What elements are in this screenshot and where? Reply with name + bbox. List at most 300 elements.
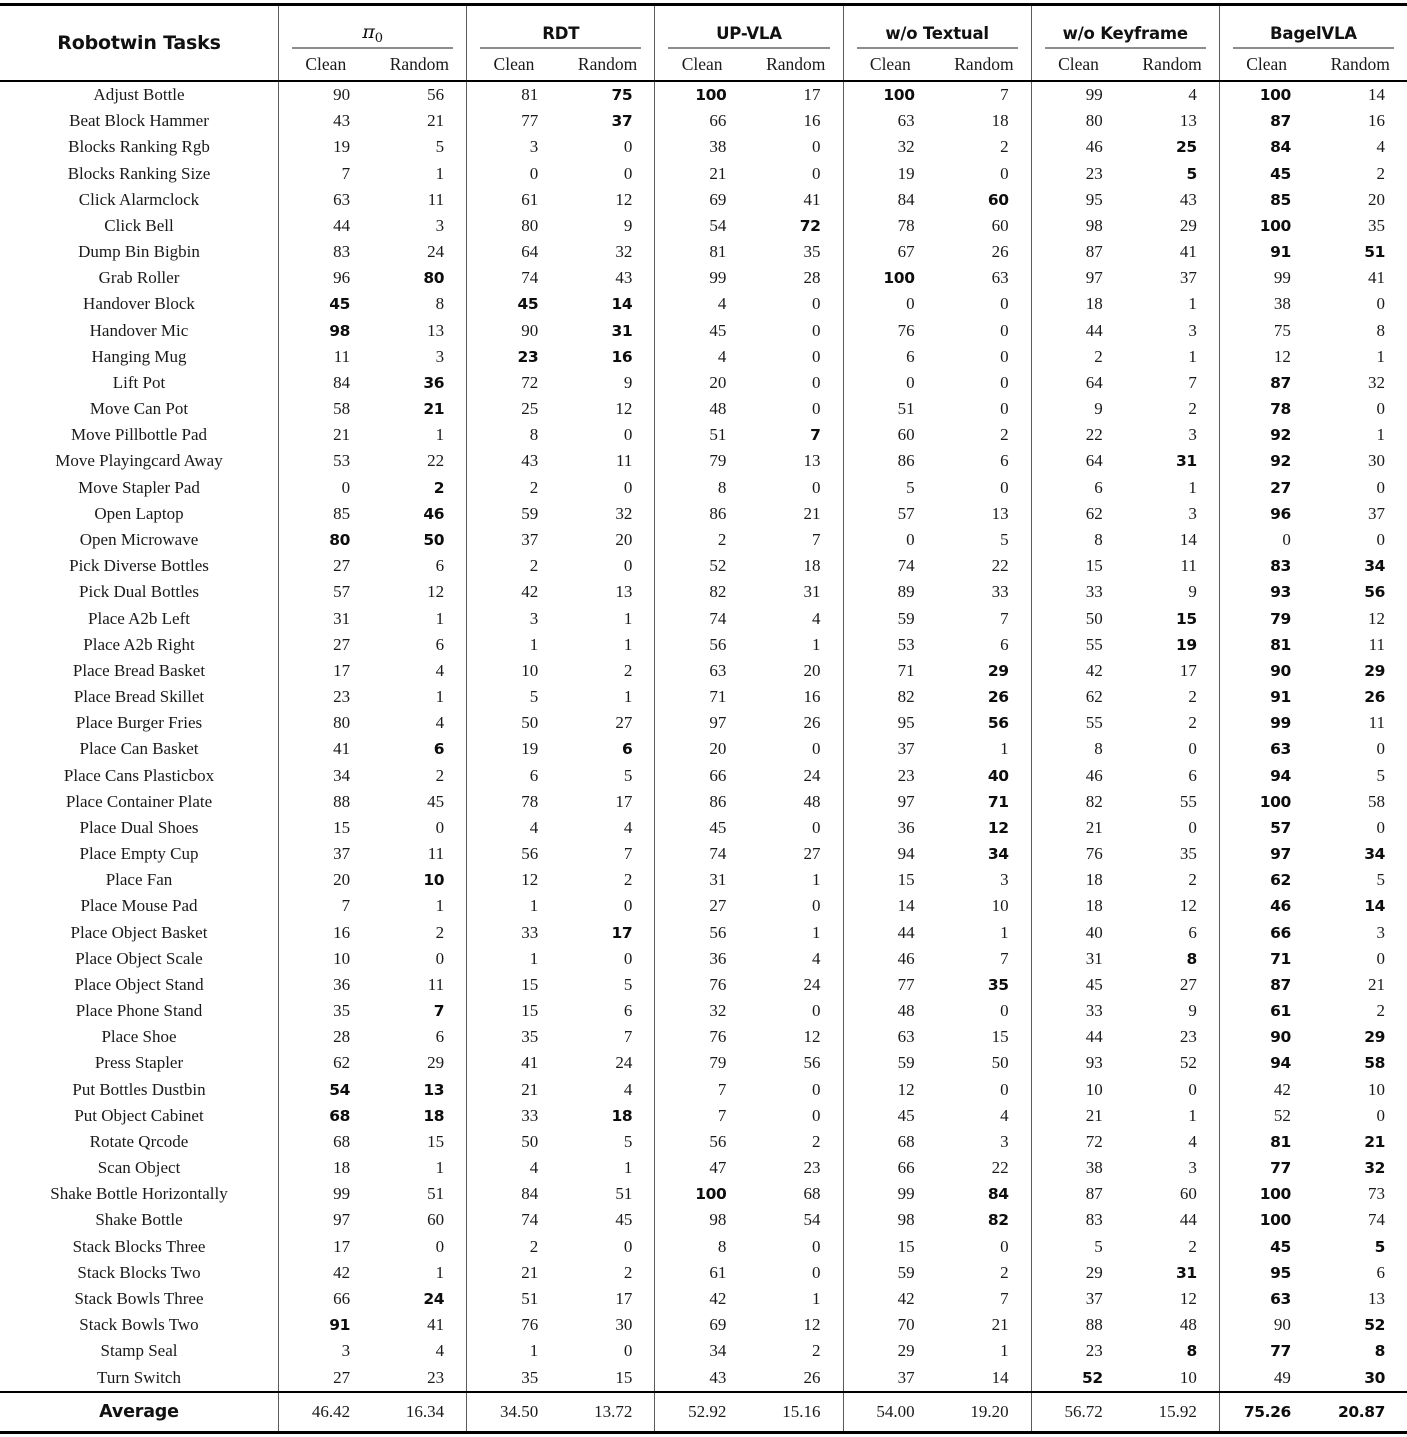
score-cell: 1 <box>466 946 560 972</box>
table-row <box>0 318 1407 344</box>
score-cell: 27 <box>654 893 748 919</box>
score-cell: 12 <box>803 1315 821 1335</box>
score-cell: 6 <box>1031 475 1125 501</box>
score-cell: 27 <box>278 553 372 579</box>
score-cell: 71 <box>654 684 748 710</box>
group-label: RDT <box>542 24 580 43</box>
score-cell: 21 <box>1368 974 1385 994</box>
score-cell: 22 <box>1031 422 1125 448</box>
score-cell: 0 <box>812 320 821 340</box>
score-cell: 13 <box>1179 111 1197 131</box>
score-cell: 99 <box>1219 265 1313 291</box>
score-cell: 64 <box>1031 448 1125 474</box>
score-cell: 12 <box>615 189 633 209</box>
score-cell: 40 <box>1031 920 1125 946</box>
score-cell: 11 <box>278 344 372 370</box>
score-cell: 5 <box>623 974 633 994</box>
score-cell: 35 <box>466 1024 560 1050</box>
score-cell: 58 <box>278 396 372 422</box>
score-cell: 7 <box>654 1103 748 1129</box>
score-cell: 8 <box>654 475 748 501</box>
score-cell: 8 <box>1031 527 1125 553</box>
score-cell: 6 <box>1000 634 1009 654</box>
task-name: Dump Bin Bigbin <box>78 242 200 262</box>
score-cell: 7 <box>654 1077 748 1103</box>
table-row <box>0 396 1407 422</box>
score-cell: 40 <box>987 766 1009 785</box>
score-cell: 1 <box>435 163 445 183</box>
score-cell: 18 <box>1031 893 1125 919</box>
score-cell: 41 <box>803 189 821 209</box>
score-cell: 5 <box>843 475 937 501</box>
task-name: Click Alarmclock <box>78 189 200 209</box>
score-cell: 44 <box>278 213 372 239</box>
score-cell: 54 <box>803 1210 821 1230</box>
score-cell: 0 <box>1188 739 1197 759</box>
score-cell: 74 <box>654 605 748 631</box>
score-cell: 7 <box>812 530 821 549</box>
score-cell: 12 <box>843 1077 937 1103</box>
score-cell: 0 <box>812 1001 821 1021</box>
score-cell: 0 <box>623 137 633 157</box>
score-cell: 10 <box>1179 1367 1197 1387</box>
score-cell: 64 <box>1031 370 1125 396</box>
score-cell: 4 <box>1000 1105 1009 1125</box>
score-cell: 52 <box>1364 1316 1385 1335</box>
score-cell: 76 <box>654 1024 748 1050</box>
score-cell: 18 <box>611 1106 633 1125</box>
score-cell: 8 <box>1186 949 1197 968</box>
score-cell: 97 <box>654 710 748 736</box>
score-cell: 44 <box>1031 318 1125 344</box>
score-cell: 37 <box>466 527 560 553</box>
score-cell: 11 <box>427 844 445 864</box>
score-cell: 71 <box>987 792 1009 811</box>
task-name: Place Bread Skillet <box>73 687 205 707</box>
score-cell: 74 <box>466 265 560 291</box>
score-cell: 15 <box>466 998 560 1024</box>
score-cell: 93 <box>1219 579 1313 605</box>
score-cell: 30 <box>615 1315 633 1335</box>
score-cell: 8 <box>1376 320 1385 340</box>
score-cell: 15 <box>427 1131 445 1151</box>
task-name: Handover Block <box>83 294 195 314</box>
score-cell: 34 <box>987 845 1009 864</box>
score-cell: 43 <box>1179 189 1197 209</box>
score-cell: 23 <box>843 762 937 788</box>
task-name: Shake Bottle <box>95 1210 183 1230</box>
table-row <box>0 972 1407 998</box>
score-cell: 98 <box>278 318 372 344</box>
score-cell: 32 <box>1364 1159 1385 1178</box>
score-cell: 2 <box>654 527 748 553</box>
score-cell: 18 <box>278 1155 372 1181</box>
score-cell: 3 <box>1000 1131 1009 1151</box>
score-cell: 4 <box>623 1079 633 1099</box>
score-cell: 7 <box>433 1002 445 1021</box>
score-cell: 100 <box>1219 789 1313 815</box>
average-value: 46.42 <box>278 1393 372 1431</box>
score-cell: 48 <box>843 998 937 1024</box>
table-row <box>0 789 1407 815</box>
table-row <box>0 998 1407 1024</box>
score-cell: 0 <box>1000 399 1009 419</box>
score-cell: 41 <box>466 1050 560 1076</box>
score-cell: 4 <box>1376 137 1385 157</box>
score-cell: 4 <box>812 608 821 628</box>
score-cell: 6 <box>843 344 937 370</box>
score-cell: 11 <box>427 974 445 994</box>
table-header <box>0 6 1407 80</box>
score-cell: 2 <box>812 1131 821 1151</box>
score-cell: 81 <box>1219 1129 1313 1155</box>
score-cell: 46 <box>843 946 937 972</box>
score-cell: 0 <box>1000 1236 1009 1256</box>
score-cell: 0 <box>1000 346 1009 366</box>
score-cell: 37 <box>278 841 372 867</box>
score-cell: 4 <box>466 1155 560 1181</box>
score-cell: 45 <box>654 318 748 344</box>
score-cell: 4 <box>435 713 445 733</box>
score-cell: 12 <box>427 582 445 602</box>
task-name: Place Empty Cup <box>79 844 199 864</box>
score-cell: 10 <box>466 658 560 684</box>
score-cell: 38 <box>654 134 748 160</box>
score-cell: 7 <box>1000 608 1009 628</box>
score-cell: 7 <box>278 893 372 919</box>
score-cell: 0 <box>812 1079 821 1099</box>
score-cell: 5 <box>1186 164 1197 183</box>
score-cell: 44 <box>1031 1024 1125 1050</box>
score-cell: 6 <box>1000 451 1009 471</box>
score-cell: 29 <box>427 1053 445 1073</box>
score-cell: 9 <box>1031 396 1125 422</box>
score-cell: 36 <box>423 373 445 392</box>
score-cell: 16 <box>803 687 821 707</box>
score-cell: 34 <box>1364 845 1385 864</box>
score-cell: 8 <box>435 294 445 314</box>
score-cell: 2 <box>1188 687 1197 707</box>
score-cell: 45 <box>1031 972 1125 998</box>
score-cell: 12 <box>1179 896 1197 916</box>
score-cell: 98 <box>843 1207 937 1233</box>
task-name: Rotate Qrcode <box>89 1131 189 1151</box>
score-cell: 6 <box>1188 922 1197 942</box>
group-label: UP-VLA <box>716 24 782 43</box>
score-cell: 6 <box>466 762 560 788</box>
score-cell: 4 <box>1188 85 1197 105</box>
table-row <box>0 553 1407 579</box>
table-row <box>0 344 1407 370</box>
score-cell: 15 <box>1176 609 1197 628</box>
score-cell: 11 <box>1368 634 1385 654</box>
table-row <box>0 213 1407 239</box>
group-label: π $_0$ <box>362 21 383 46</box>
score-cell: 50 <box>466 710 560 736</box>
score-cell: 2 <box>466 1234 560 1260</box>
score-cell: 29 <box>1179 215 1197 235</box>
task-name: Place Object Basket <box>70 922 208 942</box>
subheader-row <box>467 49 654 80</box>
score-cell: 0 <box>812 137 821 157</box>
average-value: 56.72 <box>1031 1393 1125 1431</box>
subheader-clean: Clean <box>681 53 723 74</box>
score-cell: 41 <box>1368 268 1385 288</box>
score-cell: 58 <box>1368 791 1385 811</box>
table-row <box>0 946 1407 972</box>
score-cell: 76 <box>843 318 937 344</box>
score-cell: 67 <box>843 239 937 265</box>
score-cell: 29 <box>843 1338 937 1364</box>
score-cell: 38 <box>1031 1155 1125 1181</box>
table-row <box>0 448 1407 474</box>
score-cell: 14 <box>843 893 937 919</box>
score-cell: 36 <box>278 972 372 998</box>
score-cell: 23 <box>1031 161 1125 187</box>
score-cell: 13 <box>427 320 445 340</box>
table-row <box>0 658 1407 684</box>
score-cell: 18 <box>423 1106 445 1125</box>
score-cell: 94 <box>1219 1050 1313 1076</box>
table-row <box>0 736 1407 762</box>
score-cell: 0 <box>812 896 821 916</box>
score-cell: 5 <box>1374 1237 1385 1256</box>
score-cell: 91 <box>278 1312 372 1338</box>
score-cell: 10 <box>991 896 1009 916</box>
score-cell: 9 <box>623 215 633 235</box>
score-cell: 14 <box>991 1367 1009 1387</box>
table-row <box>0 1338 1407 1364</box>
score-cell: 36 <box>843 815 937 841</box>
score-cell: 11 <box>615 451 633 471</box>
score-cell: 6 <box>621 740 633 759</box>
score-cell: 15 <box>1031 553 1125 579</box>
score-cell: 2 <box>1031 344 1125 370</box>
score-cell: 9 <box>623 372 633 392</box>
score-cell: 58 <box>1364 1054 1385 1073</box>
score-cell: 31 <box>1176 1263 1197 1282</box>
task-name: Move Pillbottle Pad <box>71 425 207 445</box>
score-cell: 54 <box>654 213 748 239</box>
subheader-row <box>844 49 1031 80</box>
table-row <box>0 632 1407 658</box>
score-cell: 18 <box>1031 867 1125 893</box>
score-cell: 75 <box>1219 318 1313 344</box>
score-cell: 1 <box>466 893 560 919</box>
score-cell: 100 <box>654 1181 748 1207</box>
score-cell: 20 <box>278 867 372 893</box>
score-cell: 3 <box>1188 425 1197 445</box>
score-cell: 0 <box>623 556 633 576</box>
task-name: Open Laptop <box>94 503 184 523</box>
score-cell: 27 <box>803 844 821 864</box>
score-cell: 14 <box>1179 530 1197 549</box>
score-cell: 83 <box>1219 553 1313 579</box>
score-cell: 1 <box>435 1262 445 1282</box>
subheader-random: Random <box>766 53 826 74</box>
score-cell: 76 <box>466 1312 560 1338</box>
subheader-clean: Clean <box>1246 53 1288 74</box>
score-cell: 1 <box>812 870 821 890</box>
score-cell: 0 <box>1000 320 1009 340</box>
table-row <box>0 841 1407 867</box>
score-cell: 99 <box>278 1181 372 1207</box>
score-cell: 7 <box>1000 1288 1009 1308</box>
score-cell: 37 <box>1368 503 1385 523</box>
score-cell: 56 <box>803 1053 821 1073</box>
score-cell: 19 <box>843 161 937 187</box>
score-cell: 2 <box>1000 137 1009 157</box>
score-cell: 14 <box>1364 897 1385 916</box>
score-cell: 4 <box>654 344 748 370</box>
score-cell: 90 <box>1219 1312 1313 1338</box>
score-cell: 63 <box>843 108 937 134</box>
score-cell: 77 <box>1219 1338 1313 1364</box>
average-value: 15.16 <box>782 1401 821 1421</box>
score-cell: 0 <box>1376 294 1385 314</box>
score-cell: 51 <box>427 1184 445 1204</box>
score-cell: 71 <box>843 658 937 684</box>
table-row <box>0 1129 1407 1155</box>
score-cell: 66 <box>278 1286 372 1312</box>
score-cell: 6 <box>435 634 445 654</box>
table-row <box>0 605 1407 631</box>
score-cell: 5 <box>435 137 445 157</box>
score-cell: 3 <box>435 346 445 366</box>
score-cell: 1 <box>1188 346 1197 366</box>
score-cell: 57 <box>278 579 372 605</box>
task-name: Place Object Stand <box>74 974 204 994</box>
score-cell: 5 <box>623 765 633 785</box>
score-cell: 43 <box>654 1364 748 1390</box>
score-cell: 51 <box>654 422 748 448</box>
task-name: Turn Switch <box>97 1367 181 1387</box>
score-cell: 17 <box>803 85 821 105</box>
score-cell: 7 <box>278 161 372 187</box>
score-cell: 28 <box>803 268 821 288</box>
score-cell: 0 <box>1376 1105 1385 1125</box>
score-cell: 0 <box>1000 163 1009 183</box>
score-cell: 17 <box>615 791 633 811</box>
score-cell: 2 <box>1188 713 1197 733</box>
subheader-random: Random <box>1142 53 1202 74</box>
score-cell: 12 <box>1368 608 1385 628</box>
score-cell: 63 <box>1219 736 1313 762</box>
table-row <box>0 1103 1407 1129</box>
task-name: Beat Block Hammer <box>69 111 209 131</box>
score-cell: 31 <box>1176 452 1197 471</box>
score-cell: 26 <box>991 242 1009 262</box>
task-name: Stack Bowls Three <box>74 1288 204 1308</box>
score-cell: 4 <box>466 815 560 841</box>
score-cell: 15 <box>991 1027 1009 1047</box>
score-cell: 19 <box>466 736 560 762</box>
score-cell: 97 <box>1219 841 1313 867</box>
score-cell: 31 <box>1031 946 1125 972</box>
score-cell: 45 <box>654 815 748 841</box>
score-cell: 25 <box>1176 138 1197 157</box>
score-cell: 3 <box>1000 870 1009 890</box>
score-cell: 98 <box>1031 213 1125 239</box>
task-name: Place Mouse Pad <box>80 896 198 916</box>
score-cell: 86 <box>843 448 937 474</box>
score-cell: 23 <box>803 1158 821 1178</box>
average-value: 52.92 <box>654 1393 748 1431</box>
score-cell: 4 <box>812 948 821 968</box>
score-cell: 9 <box>1188 582 1197 602</box>
subheader-clean: Clean <box>1058 53 1099 74</box>
score-cell: 0 <box>1376 948 1385 968</box>
score-cell: 93 <box>1031 1050 1125 1076</box>
task-name: Place Can Basket <box>79 739 199 759</box>
score-cell: 10 <box>423 871 445 890</box>
score-cell: 56 <box>1364 583 1385 602</box>
score-cell: 7 <box>623 844 633 864</box>
score-cell: 0 <box>1376 817 1385 837</box>
score-cell: 83 <box>1031 1207 1125 1233</box>
score-cell: 100 <box>1219 82 1313 108</box>
score-cell: 26 <box>987 688 1009 707</box>
table-row <box>0 1024 1407 1050</box>
score-cell: 1 <box>1188 1105 1197 1125</box>
table-row <box>0 893 1407 919</box>
score-cell: 11 <box>1368 713 1385 733</box>
subheader-random: Random <box>1330 53 1390 74</box>
score-cell: 0 <box>623 425 633 445</box>
score-cell: 0 <box>1376 530 1385 549</box>
column-group-bagelvla <box>1219 6 1407 80</box>
score-cell: 13 <box>991 503 1009 523</box>
score-cell: 37 <box>611 112 633 131</box>
table-row <box>0 82 1407 108</box>
score-cell: 0 <box>1188 1079 1197 1099</box>
score-cell: 1 <box>466 632 560 658</box>
score-cell: 99 <box>1219 710 1313 736</box>
score-cell: 21 <box>991 1315 1009 1335</box>
score-cell: 87 <box>1219 972 1313 998</box>
score-cell: 44 <box>843 920 937 946</box>
score-cell: 17 <box>1179 660 1197 680</box>
score-cell: 1 <box>812 1288 821 1308</box>
score-cell: 53 <box>278 448 372 474</box>
score-cell: 0 <box>623 477 633 497</box>
score-cell: 4 <box>1188 1131 1197 1151</box>
score-cell: 0 <box>812 294 821 314</box>
table-row <box>0 920 1407 946</box>
score-cell: 81 <box>1219 632 1313 658</box>
score-cell: 66 <box>843 1155 937 1181</box>
score-cell: 4 <box>435 1341 445 1361</box>
score-cell: 0 <box>812 1105 821 1125</box>
score-cell: 0 <box>623 1236 633 1256</box>
task-name: Click Bell <box>104 215 174 235</box>
score-cell: 43 <box>615 268 633 288</box>
score-cell: 68 <box>803 1184 821 1204</box>
score-cell: 45 <box>278 291 372 317</box>
score-cell: 0 <box>812 346 821 366</box>
score-cell: 2 <box>1376 163 1385 183</box>
score-cell: 42 <box>1219 1077 1313 1103</box>
score-cell: 100 <box>1219 1181 1313 1207</box>
score-cell: 60 <box>1179 1184 1197 1204</box>
score-cell: 85 <box>1219 187 1313 213</box>
task-name: Place A2b Right <box>83 634 195 654</box>
score-cell: 0 <box>843 370 937 396</box>
score-cell: 36 <box>654 946 748 972</box>
score-cell: 16 <box>278 920 372 946</box>
average-value: 20.87 <box>1337 1402 1385 1421</box>
score-cell: 100 <box>1219 1207 1313 1233</box>
